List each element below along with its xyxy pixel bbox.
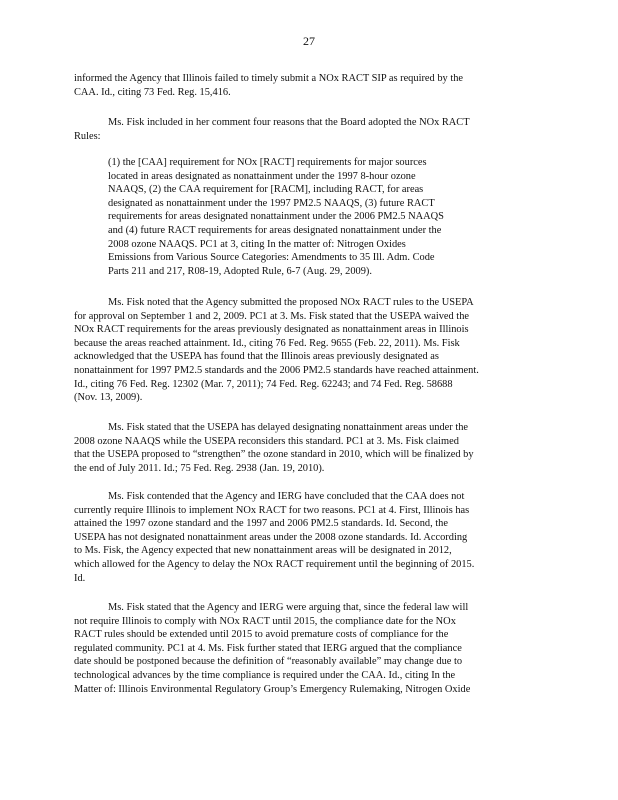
text-line: technological advances by the time compliance is required under the CAA. Id., citing In the — [74, 669, 456, 681]
text-line: NOx RACT requirements for the areas previously designated as nonattainment areas in Illinois — [74, 324, 469, 336]
text-line: nonattainment for 1997 PM2.5 standards and the 2006 PM2.5 standards have reached attainment. — [74, 364, 479, 376]
text-line: attained the 1997 ozone standard and the 1997 and 2006 PM2.5 standards. Id. Second, the — [74, 518, 448, 530]
text-line: regulated community. PC1 at 4. Ms. Fisk further stated that IERG argued that the compliance — [74, 642, 462, 654]
text-line: Ms. Fisk included in her comment four reasons that the Board adopted the NOx RACT — [108, 117, 470, 128]
text-line: to Ms. Fisk, the Agency expected that new nonattainment areas will be designated in 2012, — [74, 545, 452, 557]
paragraph-compliance-date — [74, 601, 530, 696]
text-line: NAAQS, (2) the CAA requirement for [RACM], including RACT, for areas — [108, 184, 424, 196]
paragraph-continuation — [74, 72, 530, 99]
text-line: the end of July 2011. Id.; 75 Fed. Reg. 2938 (Jan. 19, 2010). — [74, 462, 325, 474]
text-line: 2008 ozone NAAQS. PC1 at 3, citing In the matter of: Nitrogen Oxides — [108, 238, 406, 250]
text-line: Id. — [74, 572, 86, 584]
text-line: date should be postponed because the definition of “reasonably available” may change due to — [74, 656, 463, 668]
block-quote — [108, 156, 498, 278]
text-line: Id., citing 76 Fed. Reg. 12302 (Mar. 7, 2011); 74 Fed. Reg. 62243; and 74 Fed. Reg. 58688 — [74, 378, 453, 390]
text-line: acknowledged that the USEPA has found that the Illinois areas previously designated as — [74, 351, 439, 363]
paragraph-ozone-delay — [74, 421, 530, 475]
text-line: not require Illinois to comply with NOx RACT until 2015, the compliance date for the NOx — [74, 615, 456, 627]
text-line: Ms. Fisk contended that the Agency and IERG have concluded that the CAA does not — [108, 491, 465, 502]
text-line: because the areas reached attainment. Id., citing 76 Fed. Reg. 9655 (Feb. 22, 2011). Ms. Fisk — [74, 337, 460, 349]
text-line: Ms. Fisk noted that the Agency submitted the proposed NOx RACT rules to the USEPA — [108, 297, 474, 308]
text-line: for approval on September 1 and 2, 2009. PC1 at 3. Ms. Fisk stated that the USEPA waived the — [74, 310, 469, 322]
text-line: Parts 211 and 217, R08-19, Adopted Rule, 6-7 (Aug. 29, 2009). — [108, 265, 372, 277]
text-line: Ms. Fisk stated that the USEPA has delayed designating nonattainment areas under the — [108, 422, 469, 433]
text-line: Rules: — [74, 130, 101, 142]
paragraph-reasons-intro — [74, 116, 530, 143]
text-line: and (4) future RACT requirements for areas designated nonattainment under the — [108, 224, 442, 236]
text-line: CAA. Id., citing 73 Fed. Reg. 15,416. — [74, 86, 231, 98]
text-line: located in areas designated as nonattainment under the 1997 8-hour ozone — [108, 170, 416, 182]
paragraph-agency-ierg — [74, 490, 530, 585]
text-line: (Nov. 13, 2009). — [74, 392, 143, 404]
text-line: requirements for areas designated nonattainment under the 2006 PM2.5 NAAQS — [108, 211, 444, 223]
page-number: 27 — [303, 34, 315, 48]
text-line: RACT rules should be extended until 2015 to avoid premature costs of compliance for the — [74, 629, 449, 641]
text-line: Ms. Fisk stated that the Agency and IERG were arguing that, since the federal law will — [108, 602, 469, 613]
text-line: that the USEPA proposed to “strengthen” the ozone standard in 2010, which will be finalized by — [74, 449, 474, 461]
text-line: USEPA has not designated nonattainment areas under the 2008 ozone standards. Id. According — [74, 531, 468, 543]
text-line: designated as nonattainment under the 1997 PM2.5 NAAQS, (3) future RACT — [108, 197, 435, 209]
text-line: 2008 ozone NAAQS while the USEPA reconsiders this standard. PC1 at 3. Ms. Fisk claimed — [74, 435, 459, 447]
text-line: (1) the [CAA] requirement for NOx [RACT] requirements for major sources — [108, 157, 427, 168]
text-line: informed the Agency that Illinois failed to timely submit a NOx RACT SIP as required by the — [74, 73, 464, 84]
text-line: Matter of: Illinois Environmental Regulatory Group’s Emergency Rulemaking, Nitrogen Oxide — [74, 683, 471, 695]
text-line: which allowed for the Agency to delay the NOx RACT requirement until the beginning of 2015. — [74, 558, 475, 570]
paragraph-usepa-approval — [74, 296, 530, 405]
text-line: currently require Illinois to implement NOx RACT for two reasons. PC1 at 4. First, Illinois has — [74, 504, 470, 516]
text-line: Emissions from Various Source Categories: Amendments to 35 Ill. Adm. Code — [108, 252, 435, 264]
